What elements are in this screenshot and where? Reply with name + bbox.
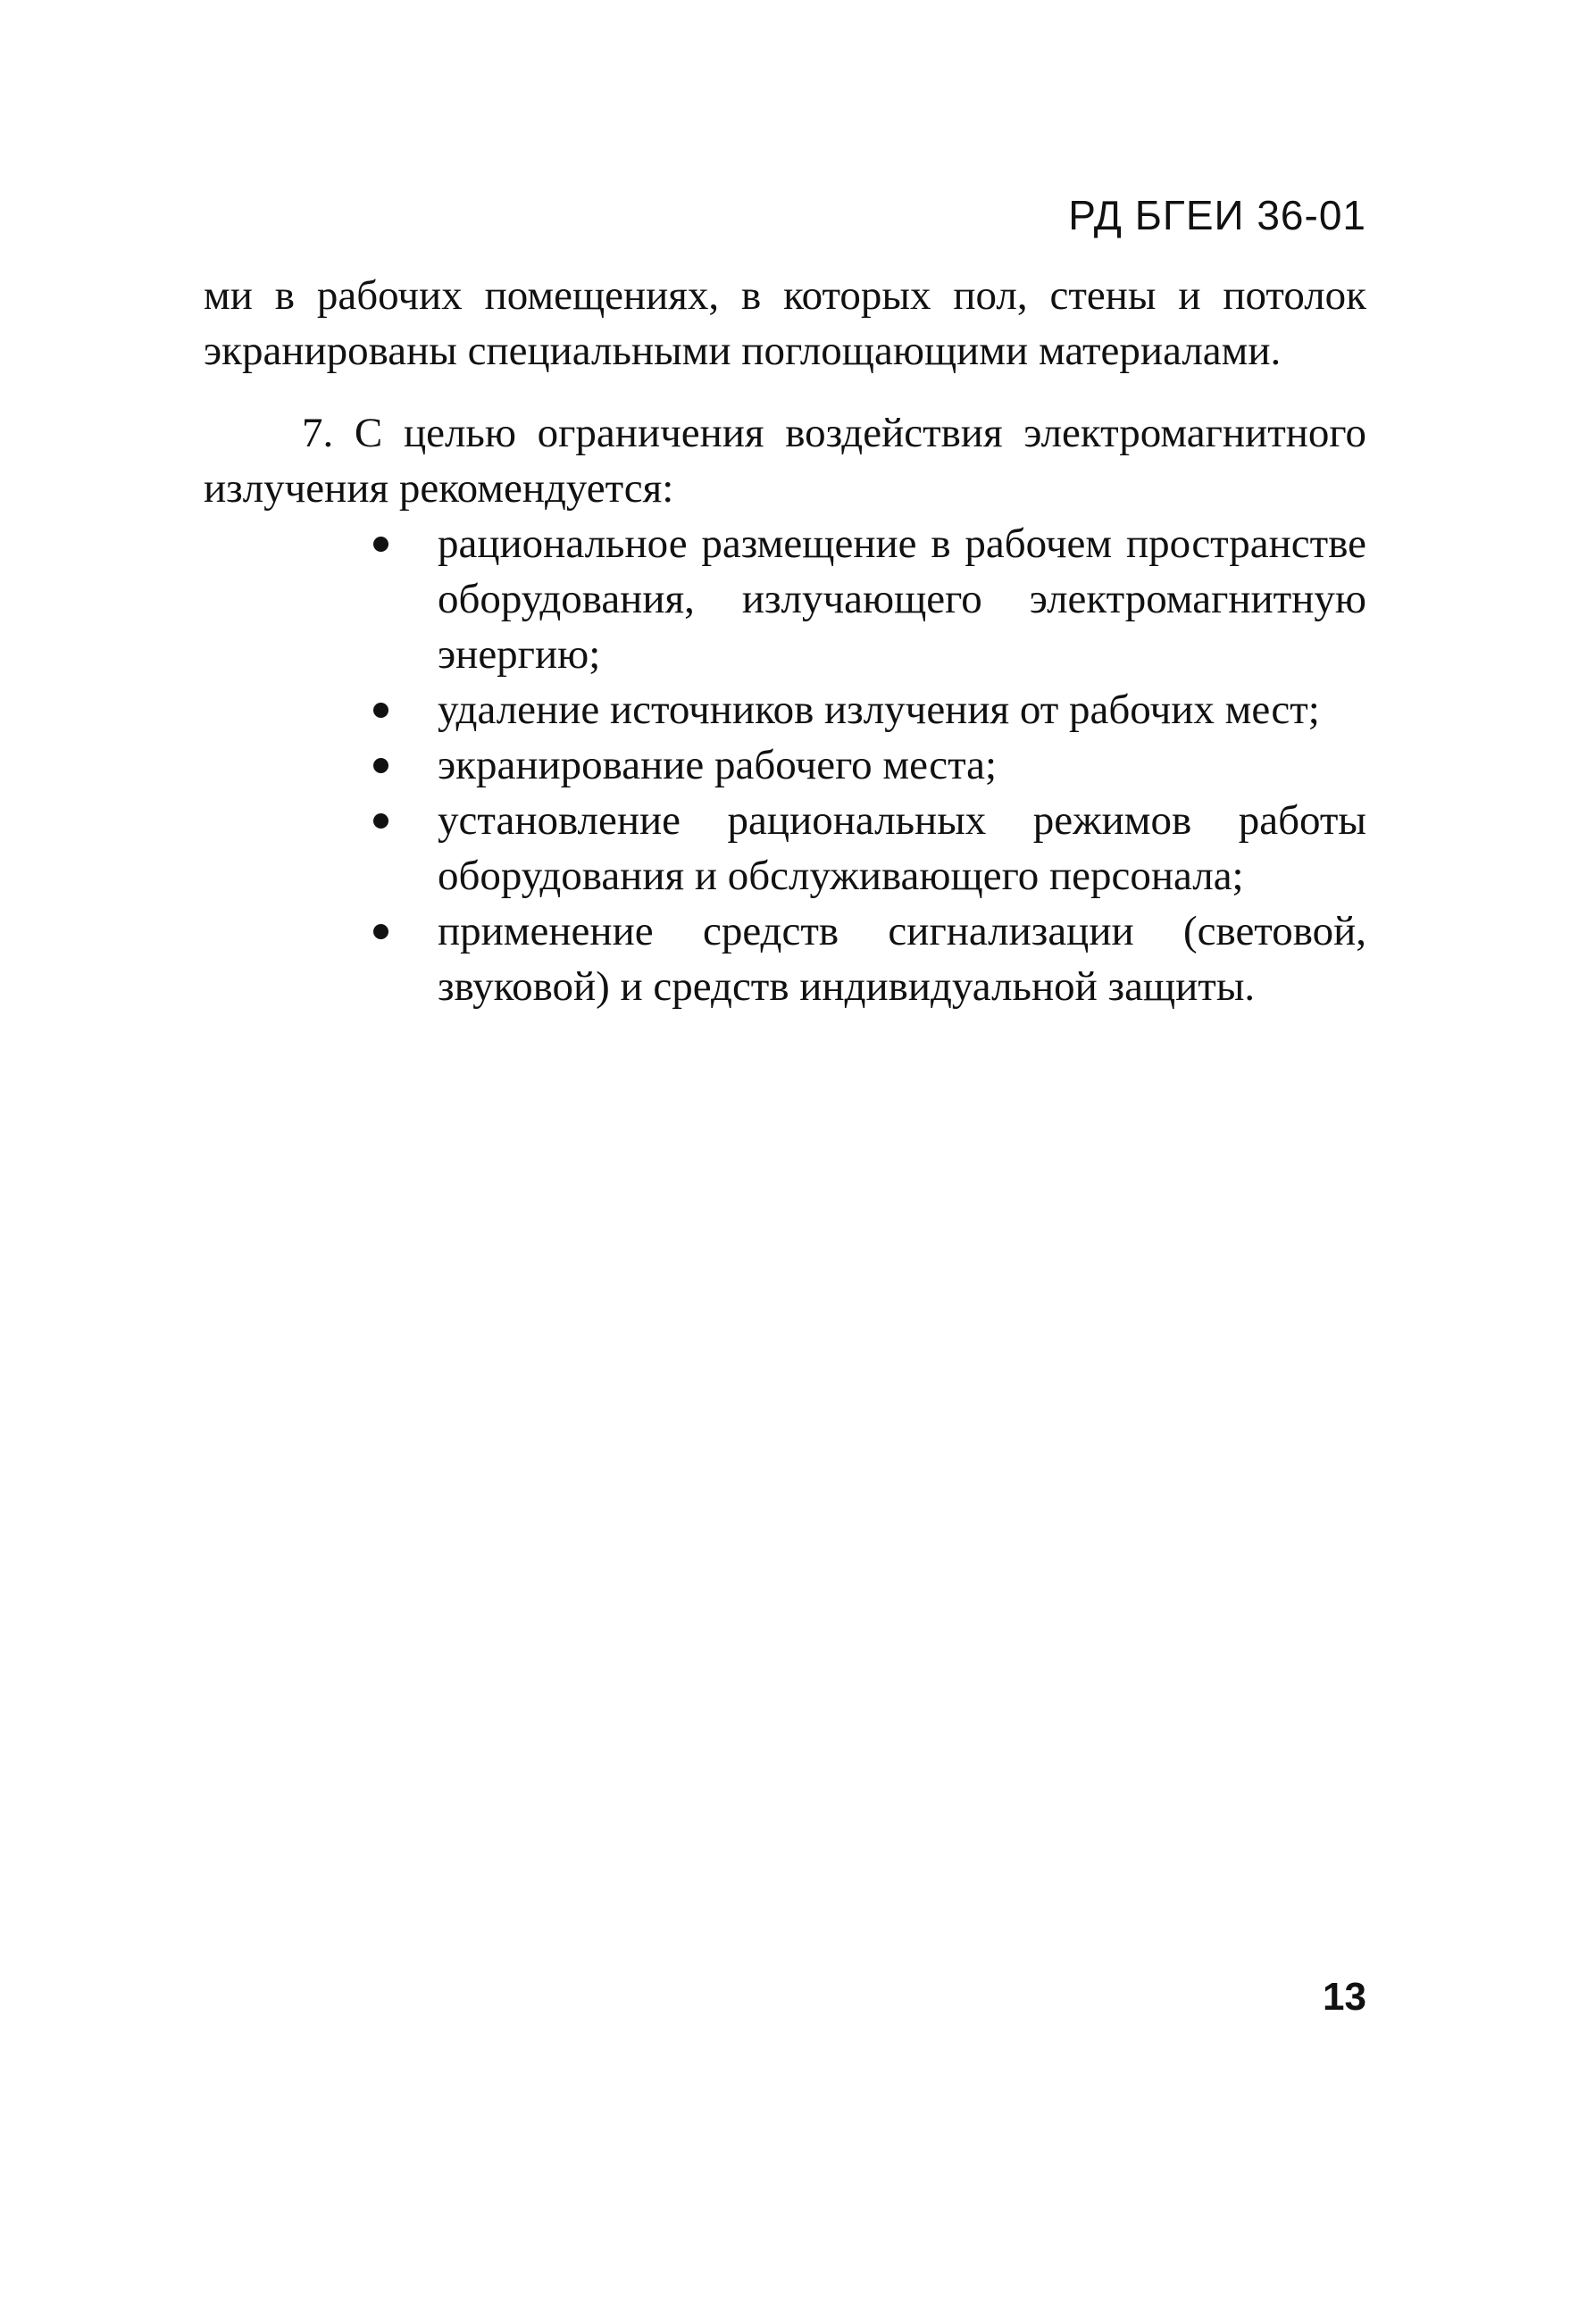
main-text xyxy=(204,268,1366,1014)
bullet-icon xyxy=(373,924,388,939)
page-number: 13 xyxy=(1323,1975,1366,2019)
item-7-paragraph: 7. С целью ограничения воздействия электромагнитного излучения рекомендуется: xyxy=(204,410,1366,512)
list-item xyxy=(204,682,1366,737)
list-item-text: установление рациональных режимов работы оборудования и обслуживающего персонала; xyxy=(438,797,1366,899)
list-item-text: рациональное размещение в рабочем пространстве оборудования, излучающего электромагнитную энергию; xyxy=(438,521,1366,678)
list-item xyxy=(204,904,1366,1014)
list-item xyxy=(204,516,1366,682)
bullet-icon xyxy=(373,813,388,829)
list-item xyxy=(204,793,1366,904)
document-code-header: РД БГЕИ 36-01 xyxy=(1068,192,1366,238)
list-item-text: удаление источников излучения от рабочих мест; xyxy=(438,687,1320,733)
bullet-icon xyxy=(373,703,388,718)
bullet-icon xyxy=(373,758,388,773)
list-item-text: экранирование рабочего места; xyxy=(438,742,998,788)
bullet-icon xyxy=(373,537,388,552)
recommendations-list xyxy=(204,516,1366,1014)
list-item xyxy=(204,737,1366,793)
continuation-paragraph: ми в рабочих помещениях, в которых пол, стены и потолок экранированы специальными поглощающими материалами. xyxy=(204,272,1366,374)
list-item-text: применение средств сигнализации (световой, звуковой) и средств индивидуальной защиты. xyxy=(438,908,1366,1010)
